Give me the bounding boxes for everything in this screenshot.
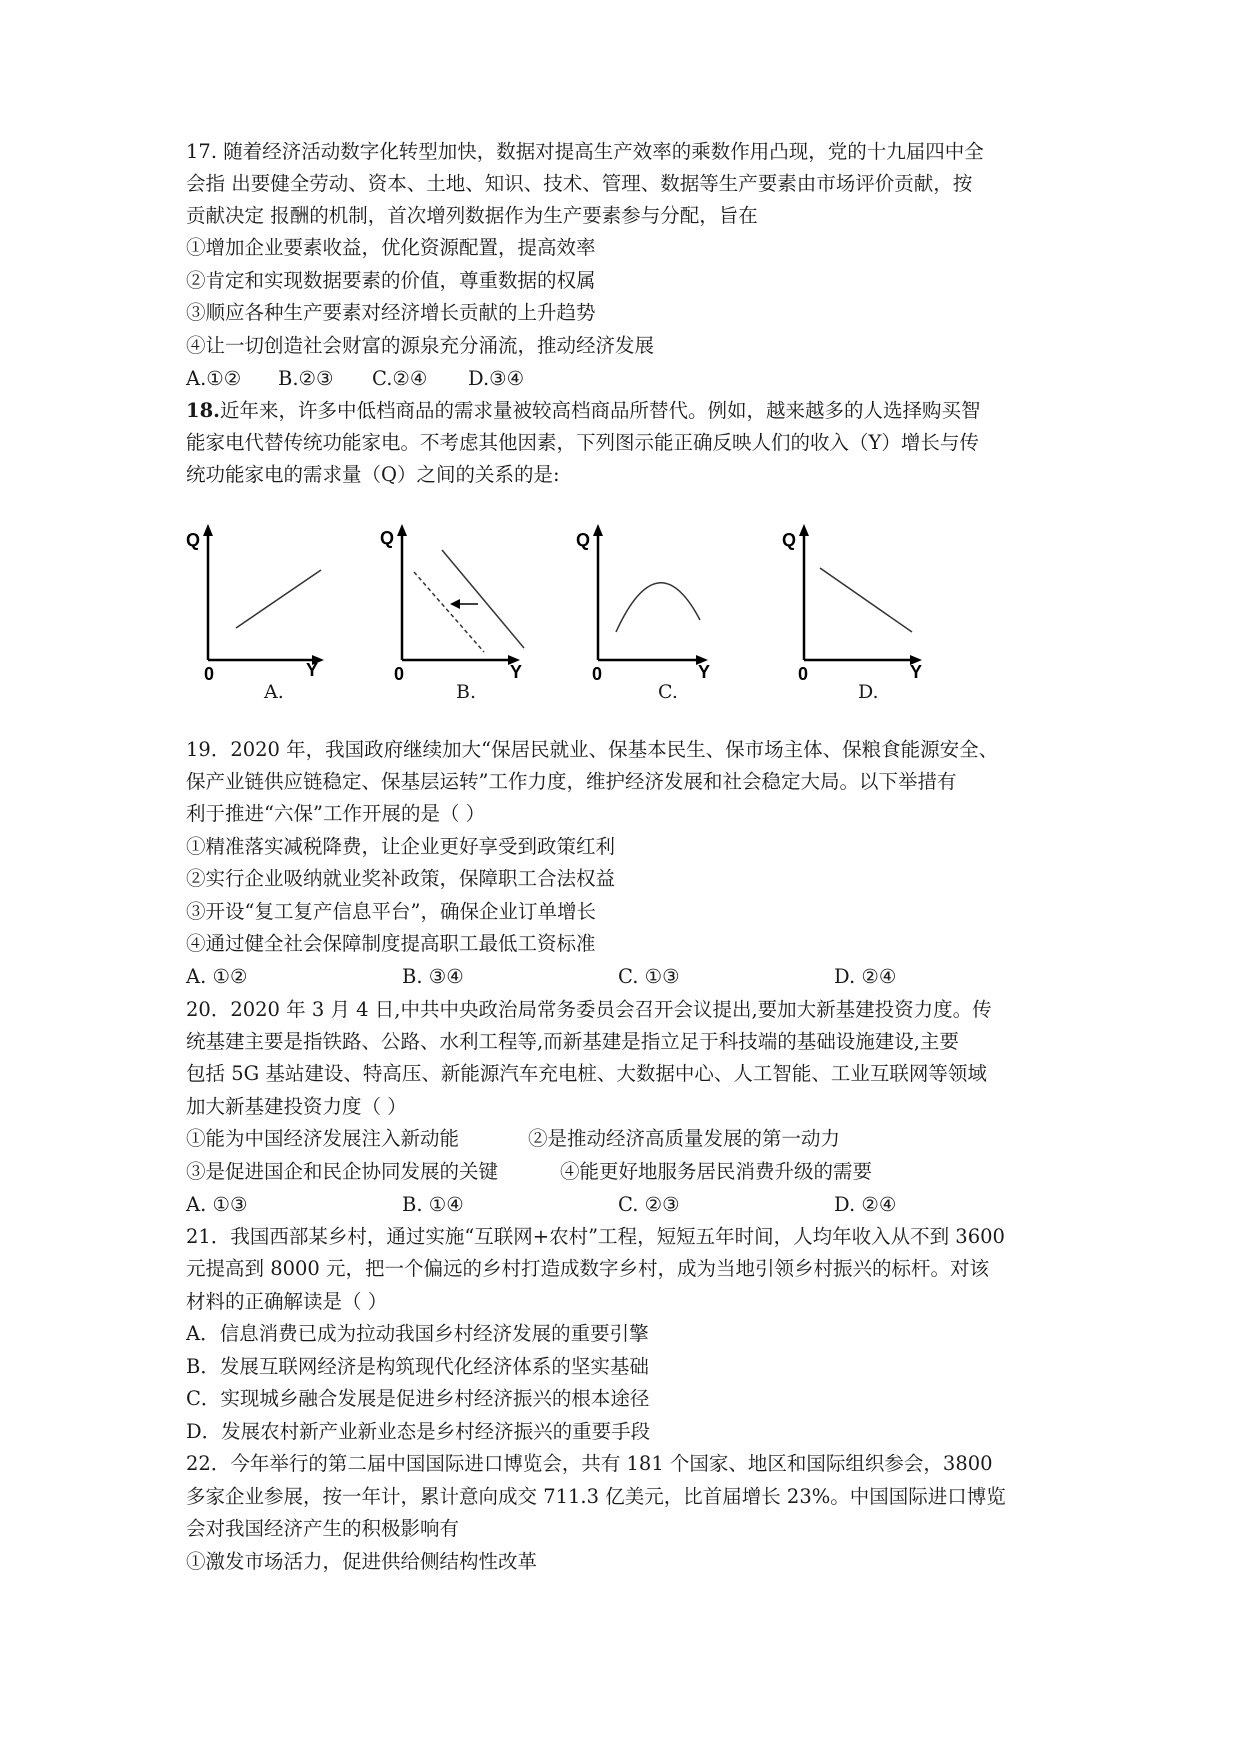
x-axis-label: Y xyxy=(306,660,319,680)
q18-graph-b xyxy=(372,520,542,684)
q17-option-c: C.②④ xyxy=(372,367,428,390)
q19-stem-line-1: 19．2020 年，我国政府继续加大“保居民就业、保基本民生、保市场主体、保粮食能源安全、 xyxy=(186,738,999,761)
q21-stem-line-1: 21．我国西部某乡村，通过实施“互联网+农村”工程，短短五年时间，人均年收入从不到 3600 xyxy=(186,1225,1005,1248)
q20-option-b: B. ①④ xyxy=(402,1193,464,1216)
q18-stem-text-1: 近年来，许多中低档商品的需求量被较高档商品所替代。例如，越来越多的人选择购买智 xyxy=(219,399,981,422)
q20-item-1: ①能为中国经济发展注入新动能 xyxy=(186,1127,460,1150)
q17-stem-line-2: 会指 出要健全劳动、资本、土地、知识、技术、管理、数据等生产要素由市场评价贡献，按 xyxy=(186,172,973,195)
q20-item-2: ②是推动经济高质量发展的第一动力 xyxy=(528,1127,841,1150)
q22-stem-line-3: 会对我国经济产生的积极影响有 xyxy=(186,1517,460,1540)
q17-option-a: A.①② xyxy=(186,367,242,390)
q21-option-a: A．信息消费已成为拉动我国乡村经济发展的重要引擎 xyxy=(186,1322,649,1345)
q20-option-a: A. ①③ xyxy=(186,1193,248,1216)
q19-option-a: A. ①② xyxy=(186,965,248,988)
origin-label: 0 xyxy=(592,664,603,684)
q18-graph-c xyxy=(576,520,746,684)
y-axis-label: Q xyxy=(380,528,395,548)
q19-item-2: ②实行企业吸纳就业奖补政策，保障职工合法权益 xyxy=(186,867,616,890)
q19-stem-line-2: 保产业链供应链稳定、保基层运转”工作力度，维护经济发展和社会稳定大局。以下举措有 xyxy=(186,770,957,793)
q20-item-3: ③是促进国企和民企协同发展的关键 xyxy=(186,1160,499,1183)
q19-option-b: B. ③④ xyxy=(402,965,464,988)
q20-stem-line-4: 加大新基建投资力度（ ） xyxy=(186,1095,407,1118)
y-axis-label: Q xyxy=(186,530,201,550)
q20-stem-line-3: 包括 5G 基站建设、特高压、新能源汽车充电桩、大数据中心、人工智能、工业互联网等领域 xyxy=(186,1062,987,1085)
curve-original xyxy=(442,550,524,648)
q18-stem-line-2: 能家电代替传统功能家电。不考虑其他因素，下列图示能正确反映人们的收入（Y）增长与传 xyxy=(186,431,979,454)
curve-shifted-dashed xyxy=(414,572,484,652)
origin-label: 0 xyxy=(394,664,405,684)
q17-item-3: ③顺应各种生产要素对经济增长贡献的上升趋势 xyxy=(186,301,596,324)
y-axis-arrow xyxy=(397,524,407,536)
q20-option-c: C. ②③ xyxy=(618,1193,680,1216)
origin-label: 0 xyxy=(204,664,215,684)
y-axis-arrow xyxy=(799,524,809,536)
q19-item-4: ④通过健全社会保障制度提高职工最低工资标准 xyxy=(186,932,596,955)
q21-option-d: D．发展农村新产业新业态是乡村经济振兴的重要手段 xyxy=(186,1420,651,1443)
origin-label: 0 xyxy=(798,664,809,684)
q18-graph-a-svg xyxy=(186,520,356,684)
q18-graph-d-svg xyxy=(780,520,950,684)
q18-stem-line-1 xyxy=(186,395,1076,427)
y-axis-label: Q xyxy=(576,530,591,550)
y-axis-arrow xyxy=(593,524,603,536)
q20-stem-line-1: 20．2020 年 3 月 4 日,中共中央政治局常务委员会召开会议提出,要加大新基建投资力度。传 xyxy=(186,998,992,1021)
q19-item-1: ①精准落实减税降费，让企业更好享受到政策红利 xyxy=(186,835,616,858)
q17-item-2: ②肯定和实现数据要素的价值，尊重数据的权属 xyxy=(186,269,596,292)
q22-stem-line-1: 22．今年举行的第二届中国国际进口博览会，共有 181 个国家、地区和国际组织参会，3800 xyxy=(186,1452,993,1475)
q17-option-d: D.③④ xyxy=(468,367,525,390)
curve-falling xyxy=(820,568,912,632)
shift-arrow-head xyxy=(450,599,460,609)
q18-number: 18. xyxy=(186,399,220,422)
y-axis-label: Q xyxy=(782,530,797,550)
q18-graph-d xyxy=(780,520,950,684)
q17-item-1: ①增加企业要素收益，优化资源配置，提高效率 xyxy=(186,236,596,259)
q22-item-1: ①激发市场活力，促进供给侧结构性改革 xyxy=(186,1550,538,1573)
q21-stem-line-2: 元提高到 8000 元，把一个偏远的乡村打造成数字乡村，成为当地引领乡村振兴的标杆。对该 xyxy=(186,1257,990,1280)
q21-option-b: B．发展互联网经济是构筑现代化经济体系的坚实基础 xyxy=(186,1355,649,1378)
q18-graph-a xyxy=(186,520,356,684)
q20-stem-line-2: 统基建主要是指铁路、公路、水利工程等,而新基建是指立足于科技端的基础设施建设,主要 xyxy=(186,1030,959,1053)
q18-graph-a-label: A. xyxy=(264,681,284,703)
curve-arch xyxy=(616,583,700,632)
q20-item-4: ④能更好地服务居民消费升级的需要 xyxy=(560,1160,873,1183)
q18-graph-c-svg xyxy=(576,520,746,684)
q17-item-4: ④让一切创造社会财富的源泉充分涌流，推动经济发展 xyxy=(186,334,655,357)
q19-item-3: ③开设“复工复产信息平台”，确保企业订单增长 xyxy=(186,900,596,923)
q19-stem-line-3: 利于推进“六保”工作开展的是（ ） xyxy=(186,802,486,825)
x-axis-label: Y xyxy=(698,662,711,682)
q19-option-d: D. ②④ xyxy=(834,965,897,988)
q20-option-d: D. ②④ xyxy=(834,1193,897,1216)
y-axis-arrow xyxy=(203,524,213,536)
q18-graph-b-svg xyxy=(372,520,542,684)
q18-graph-b-label: B. xyxy=(456,681,477,703)
q17-option-b: B.②③ xyxy=(278,367,334,390)
q18-graph-d-label: D. xyxy=(858,681,879,703)
curve-rising xyxy=(236,570,321,628)
q21-stem-line-3: 材料的正确解读是（ ） xyxy=(186,1290,388,1313)
x-axis-label: Y xyxy=(910,662,923,682)
q18-graph-c-label: C. xyxy=(658,681,678,703)
q19-option-c: C. ①③ xyxy=(618,965,680,988)
q18-stem-line-3: 统功能家电的需求量（Q）之间的关系的是: xyxy=(186,463,560,486)
q22-stem-line-2: 多家企业参展，按一年计，累计意向成交 711.3 亿美元，比首届增长 23%。中国国际进口博览 xyxy=(186,1485,1006,1508)
q17-stem-line-1: 17. 随着经济活动数字化转型加快，数据对提高生产效率的乘数作用凸现，党的十九届四中全 xyxy=(186,140,984,163)
q17-stem-line-3: 贡献决定 报酬的机制，首次增列数据作为生产要素参与分配，旨在 xyxy=(186,204,758,227)
q21-option-c: C．实现城乡融合发展是促进乡村经济振兴的根本途径 xyxy=(186,1387,650,1410)
x-axis-label: Y xyxy=(510,662,523,682)
